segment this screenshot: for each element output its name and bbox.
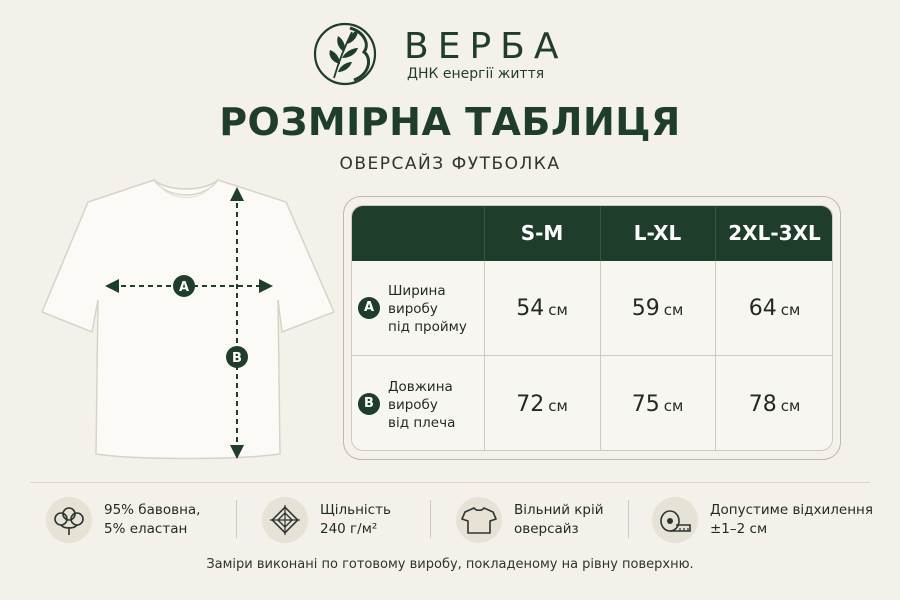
page-subtitle: ОВЕРСАЙЗ ФУТБОЛКА <box>339 154 561 174</box>
cell-value: 72 см <box>516 392 568 417</box>
cotton-icon <box>46 497 92 543</box>
brand-tagline: ДНК енергії життя <box>407 66 545 82</box>
cell-value: 64 см <box>748 296 801 321</box>
feature-separator <box>236 500 237 538</box>
page-title: РОЗМІРНА ТАБЛИЦЯ <box>219 100 681 144</box>
cell-value: 78 см <box>748 392 801 417</box>
marker-a: A <box>178 280 190 295</box>
section-divider <box>30 482 870 483</box>
feature-fit: Вільний крій оверсайз <box>456 497 616 547</box>
header-divider <box>600 206 601 261</box>
tshirt-shape <box>42 180 334 459</box>
row-label-length: Довжина виробу від плеча <box>388 379 456 431</box>
column-divider <box>715 261 716 451</box>
feature-density: Щільність 240 г/м² <box>262 497 422 547</box>
marker-b: B <box>232 351 242 366</box>
table-row <box>352 261 833 356</box>
header-l-xl: L-XL <box>633 221 682 245</box>
feature-tolerance: Допустиме відхилення ±1–2 см <box>652 497 872 547</box>
cell-value: 54 см <box>516 296 568 321</box>
table-row <box>352 357 833 451</box>
footnote: Заміри виконані по готовому виробу, покладеному на рівну поверхню. <box>206 557 694 572</box>
feature-separator <box>628 500 629 538</box>
cell-value: 75 см <box>631 392 684 417</box>
row-badge-a: A <box>358 297 380 319</box>
tshirt-diagram <box>36 172 336 472</box>
cell-value: 59 см <box>631 296 684 321</box>
row-badge-b: B <box>358 393 380 415</box>
header-2xl-3xl: 2XL-3XL <box>728 221 821 245</box>
size-table <box>351 205 833 451</box>
column-divider <box>600 261 601 451</box>
header-divider <box>715 206 716 261</box>
measuring-tape-icon <box>652 497 698 543</box>
feature-composition: 95% бавовна, 5% еластан <box>46 497 226 547</box>
header-s-m: S-M <box>520 221 564 245</box>
feature-separator <box>430 500 431 538</box>
tshirt-icon <box>456 497 502 543</box>
brand-logo <box>312 18 602 90</box>
fabric-weave-icon <box>262 497 308 543</box>
willow-leaf-logo-icon <box>312 18 382 88</box>
row-label-width: Ширина виробу під пройму <box>388 283 467 335</box>
brand-name: ВЕРБА <box>404 26 568 67</box>
column-divider <box>484 261 485 451</box>
size-table-header <box>352 206 833 261</box>
header-divider <box>484 206 485 261</box>
